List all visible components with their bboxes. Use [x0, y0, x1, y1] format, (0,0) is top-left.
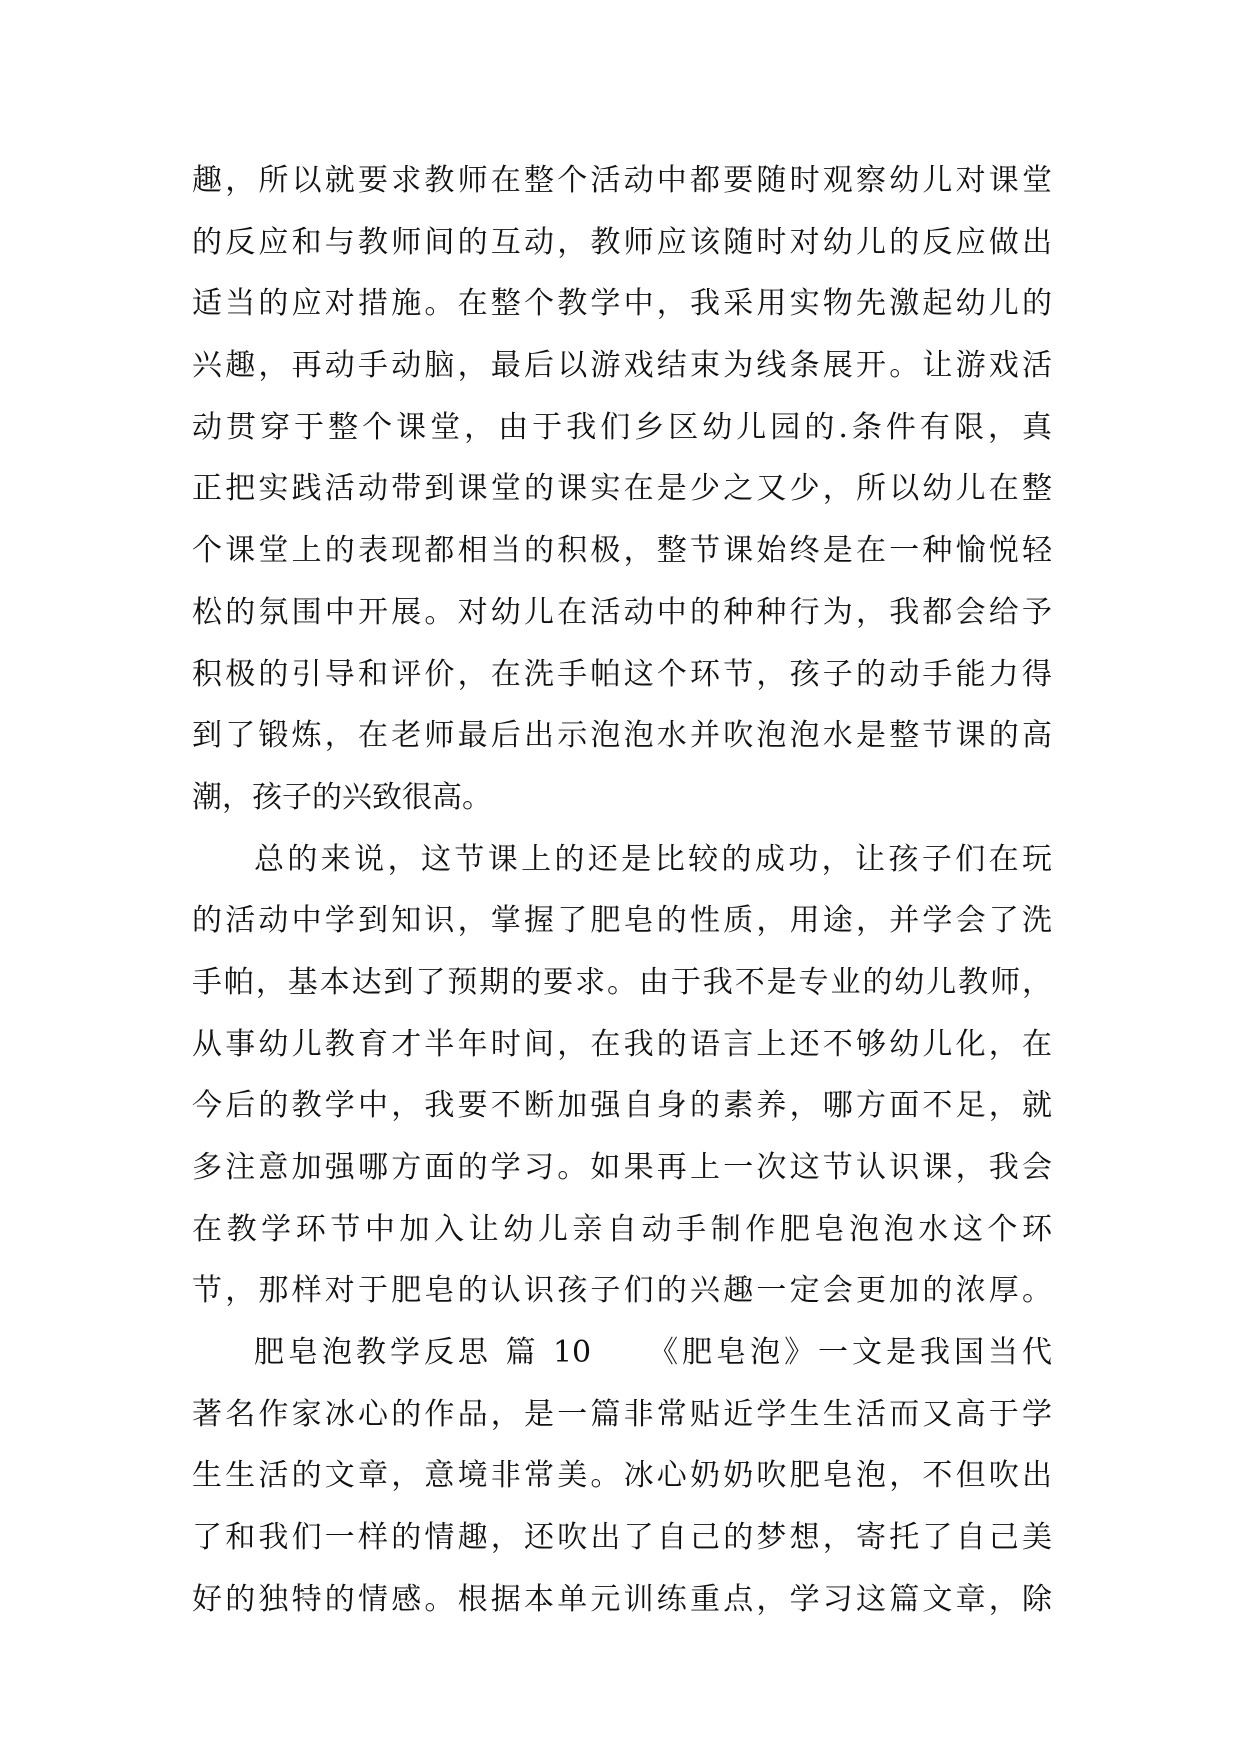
text-line: 多注意加强哪方面的学习。如果再上一次这节认识课，我会: [192, 1150, 1052, 1185]
text-line: 好的独特的情感。根据本单元训练重点，学习这篇文章，除: [192, 1581, 1052, 1617]
text-line: 到了锻炼，在老师最后出示泡泡水并吹泡泡水是整节课的高: [192, 718, 1052, 754]
text-line: 生生活的文章，意境非常美。冰心奶奶吹肥皂泡，不但吹出: [192, 1458, 1052, 1494]
text-line: 松的氛围中开展。对幼儿在活动中的种种行为，我都会给予: [192, 594, 1052, 630]
text-line: 兴趣，再动手动脑，最后以游戏结束为线条展开。让游戏活: [192, 348, 1052, 384]
text-line: 正把实践活动带到课堂的课实在是少之又少，所以幼儿在整: [192, 471, 1052, 507]
text-line: 在教学环节中加入让幼儿亲自动手制作肥皂泡泡水这个环: [192, 1211, 1052, 1247]
text-line: 今后的教学中，我要不断加强自身的素养，哪方面不足，就: [192, 1088, 1052, 1124]
text-line: 适当的应对措施。在整个教学中，我采用实物先激起幼儿的: [192, 286, 1052, 322]
text-line: 手帕，基本达到了预期的要求。由于我不是专业的幼儿教师，: [192, 964, 1052, 1000]
text-line: 从事幼儿教育才半年时间，在我的语言上还不够幼儿化，在: [192, 1026, 1052, 1062]
text-line: 个课堂上的表现都相当的积极，整节课始终是在一种愉悦轻: [192, 533, 1052, 569]
text-line: 的反应和与教师间的互动，教师应该随时对幼儿的反应做出: [192, 224, 1052, 260]
text-line: 了和我们一样的情趣，还吹出了自己的梦想，寄托了自己美: [192, 1520, 1052, 1556]
text-line: 著名作家冰心的作品，是一篇非常贴近学生生活而又高于学: [192, 1396, 1052, 1432]
text-line: 趣，所以就要求教师在整个活动中都要随时观察幼儿对课堂: [192, 163, 1052, 198]
text-line: 潮，孩子的兴致很高。: [192, 779, 492, 815]
document-body-text: [192, 150, 1052, 1631]
text-line: 的活动中学到知识，掌握了肥皂的性质，用途，并学会了洗: [192, 903, 1052, 939]
text-line: 节，那样对于肥皂的认识孩子们的兴趣一定会更加的浓厚。: [192, 1273, 1052, 1309]
text-line: 积极的引导和评价，在洗手帕这个环节，孩子的动手能力得: [192, 656, 1052, 692]
text-line: 总的来说，这节课上的还是比较的成功，让孩子们在玩: [254, 841, 1052, 877]
text-line: 动贯穿于整个课堂，由于我们乡区幼儿园的.条件有限，真: [192, 409, 1052, 445]
text-line: 肥皂泡教学反思 篇 10 《肥皂泡》一文是我国当代: [254, 1335, 1052, 1371]
